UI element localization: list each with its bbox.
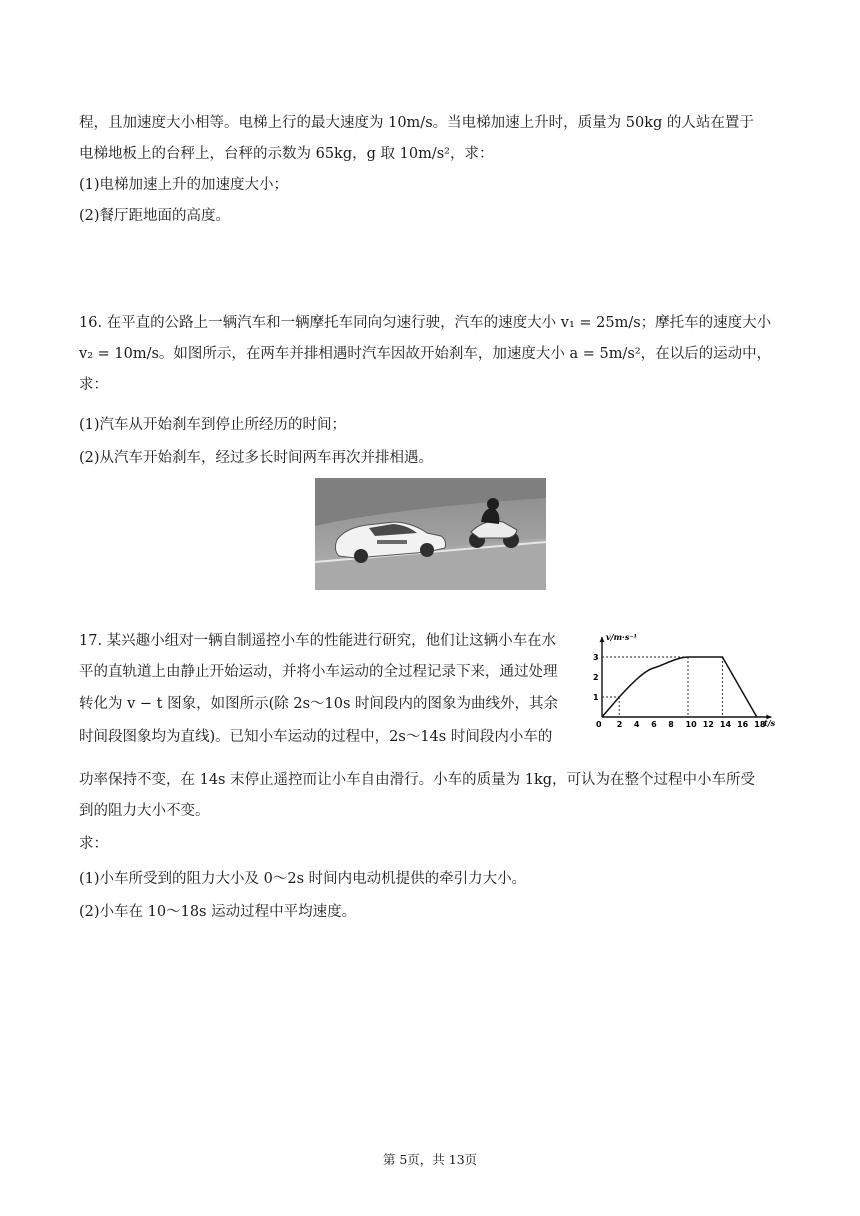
page-footer: 第 5页，共 13页 xyxy=(382,1152,478,1167)
problem16-line3: 求： xyxy=(79,377,108,393)
problem17-line1: 17. 某兴趣小组对一辆自制遥控小车的性能进行研究，他们让这辆小车在水 xyxy=(79,633,557,649)
vt-graph xyxy=(588,629,784,736)
problem15-line2: 电梯地板上的台秤上，台秤的示数为 65kg，g 取 10m/s²，求： xyxy=(79,146,494,162)
problem17-line4: 时间段图象均为直线)。已知小车运动的过程中，2s～14s 时间段内小车的 xyxy=(79,729,553,745)
problem16-question1: (1)汽车从开始刹车到停止所经历的时间； xyxy=(79,417,347,433)
problem15-line1: 程，且加速度大小相等。电梯上行的最大速度为 10m/s。当电梯加速上升时，质量为 50kg 的人站在置于 xyxy=(79,115,754,131)
vt-curve xyxy=(602,657,757,717)
problem17-question1: (1)小车所受到的阻力大小及 0～2s 时间内电动机提供的牵引力大小。 xyxy=(79,871,527,887)
x-axis-label: t/s xyxy=(764,718,776,728)
y-tick-label: 3 xyxy=(593,653,599,662)
x-tick-label: 12 xyxy=(702,720,714,729)
x-tick-label: 10 xyxy=(685,720,697,729)
problem16-line1: 16. 在平直的公路上一辆汽车和一辆摩托车同向匀速行驶，汽车的速度大小 v₁ = 25m/s；摩托车的速度大小 xyxy=(79,315,772,331)
y-tick-label: 1 xyxy=(593,693,599,702)
vt-graph-svg xyxy=(588,629,784,736)
problem17-line5: 功率保持不变，在 14s 末停止遥控而让小车自由滑行。小车的质量为 1kg，可认为在整个过程中小车所受 xyxy=(79,772,756,788)
problem17-ask: 求： xyxy=(79,836,108,852)
x-tick-label: 8 xyxy=(668,720,674,729)
x-tick-label: 18 xyxy=(754,720,766,729)
x-tick-label: 6 xyxy=(651,720,657,729)
x-tick-label: 4 xyxy=(633,720,640,729)
problem16-question2: (2)从汽车开始刹车，经过多长时间两车再次并排相遇。 xyxy=(79,450,434,466)
car-motorcycle-photo xyxy=(315,478,546,590)
x-tick-label: 2 xyxy=(616,720,623,729)
y-tick-label: 2 xyxy=(593,673,599,682)
x-tick-label: 14 xyxy=(719,720,732,729)
y-axis-label: v/m·s⁻¹ xyxy=(606,632,638,642)
x-tick-label: 16 xyxy=(737,720,749,729)
problem17-line3: 转化为 v − t 图象，如图所示(除 2s～10s 时间段内的图象为曲线外，其余 xyxy=(79,696,559,712)
problem16-line2: v₂ = 10m/s。如图所示，在两车并排相遇时汽车因故开始刹车，加速度大小 a = 5m/s²，在以后的运动中， xyxy=(79,346,772,362)
problem17-line6: 到的阻力大小不变。 xyxy=(79,803,210,819)
x-tick-label: 0 xyxy=(596,720,602,729)
problem17-line2: 平的直轨道上由静止开始运动，并将小车运动的全过程记录下来，通过处理 xyxy=(79,664,558,680)
problem17-question2: (2)小车在 10～18s 运动过程中平均速度。 xyxy=(79,904,357,920)
y-axis-arrow xyxy=(600,637,605,642)
problem15-question2: (2)餐厅距地面的高度。 xyxy=(79,208,231,224)
problem15-question1: (1)电梯加速上升的加速度大小； xyxy=(79,177,289,193)
